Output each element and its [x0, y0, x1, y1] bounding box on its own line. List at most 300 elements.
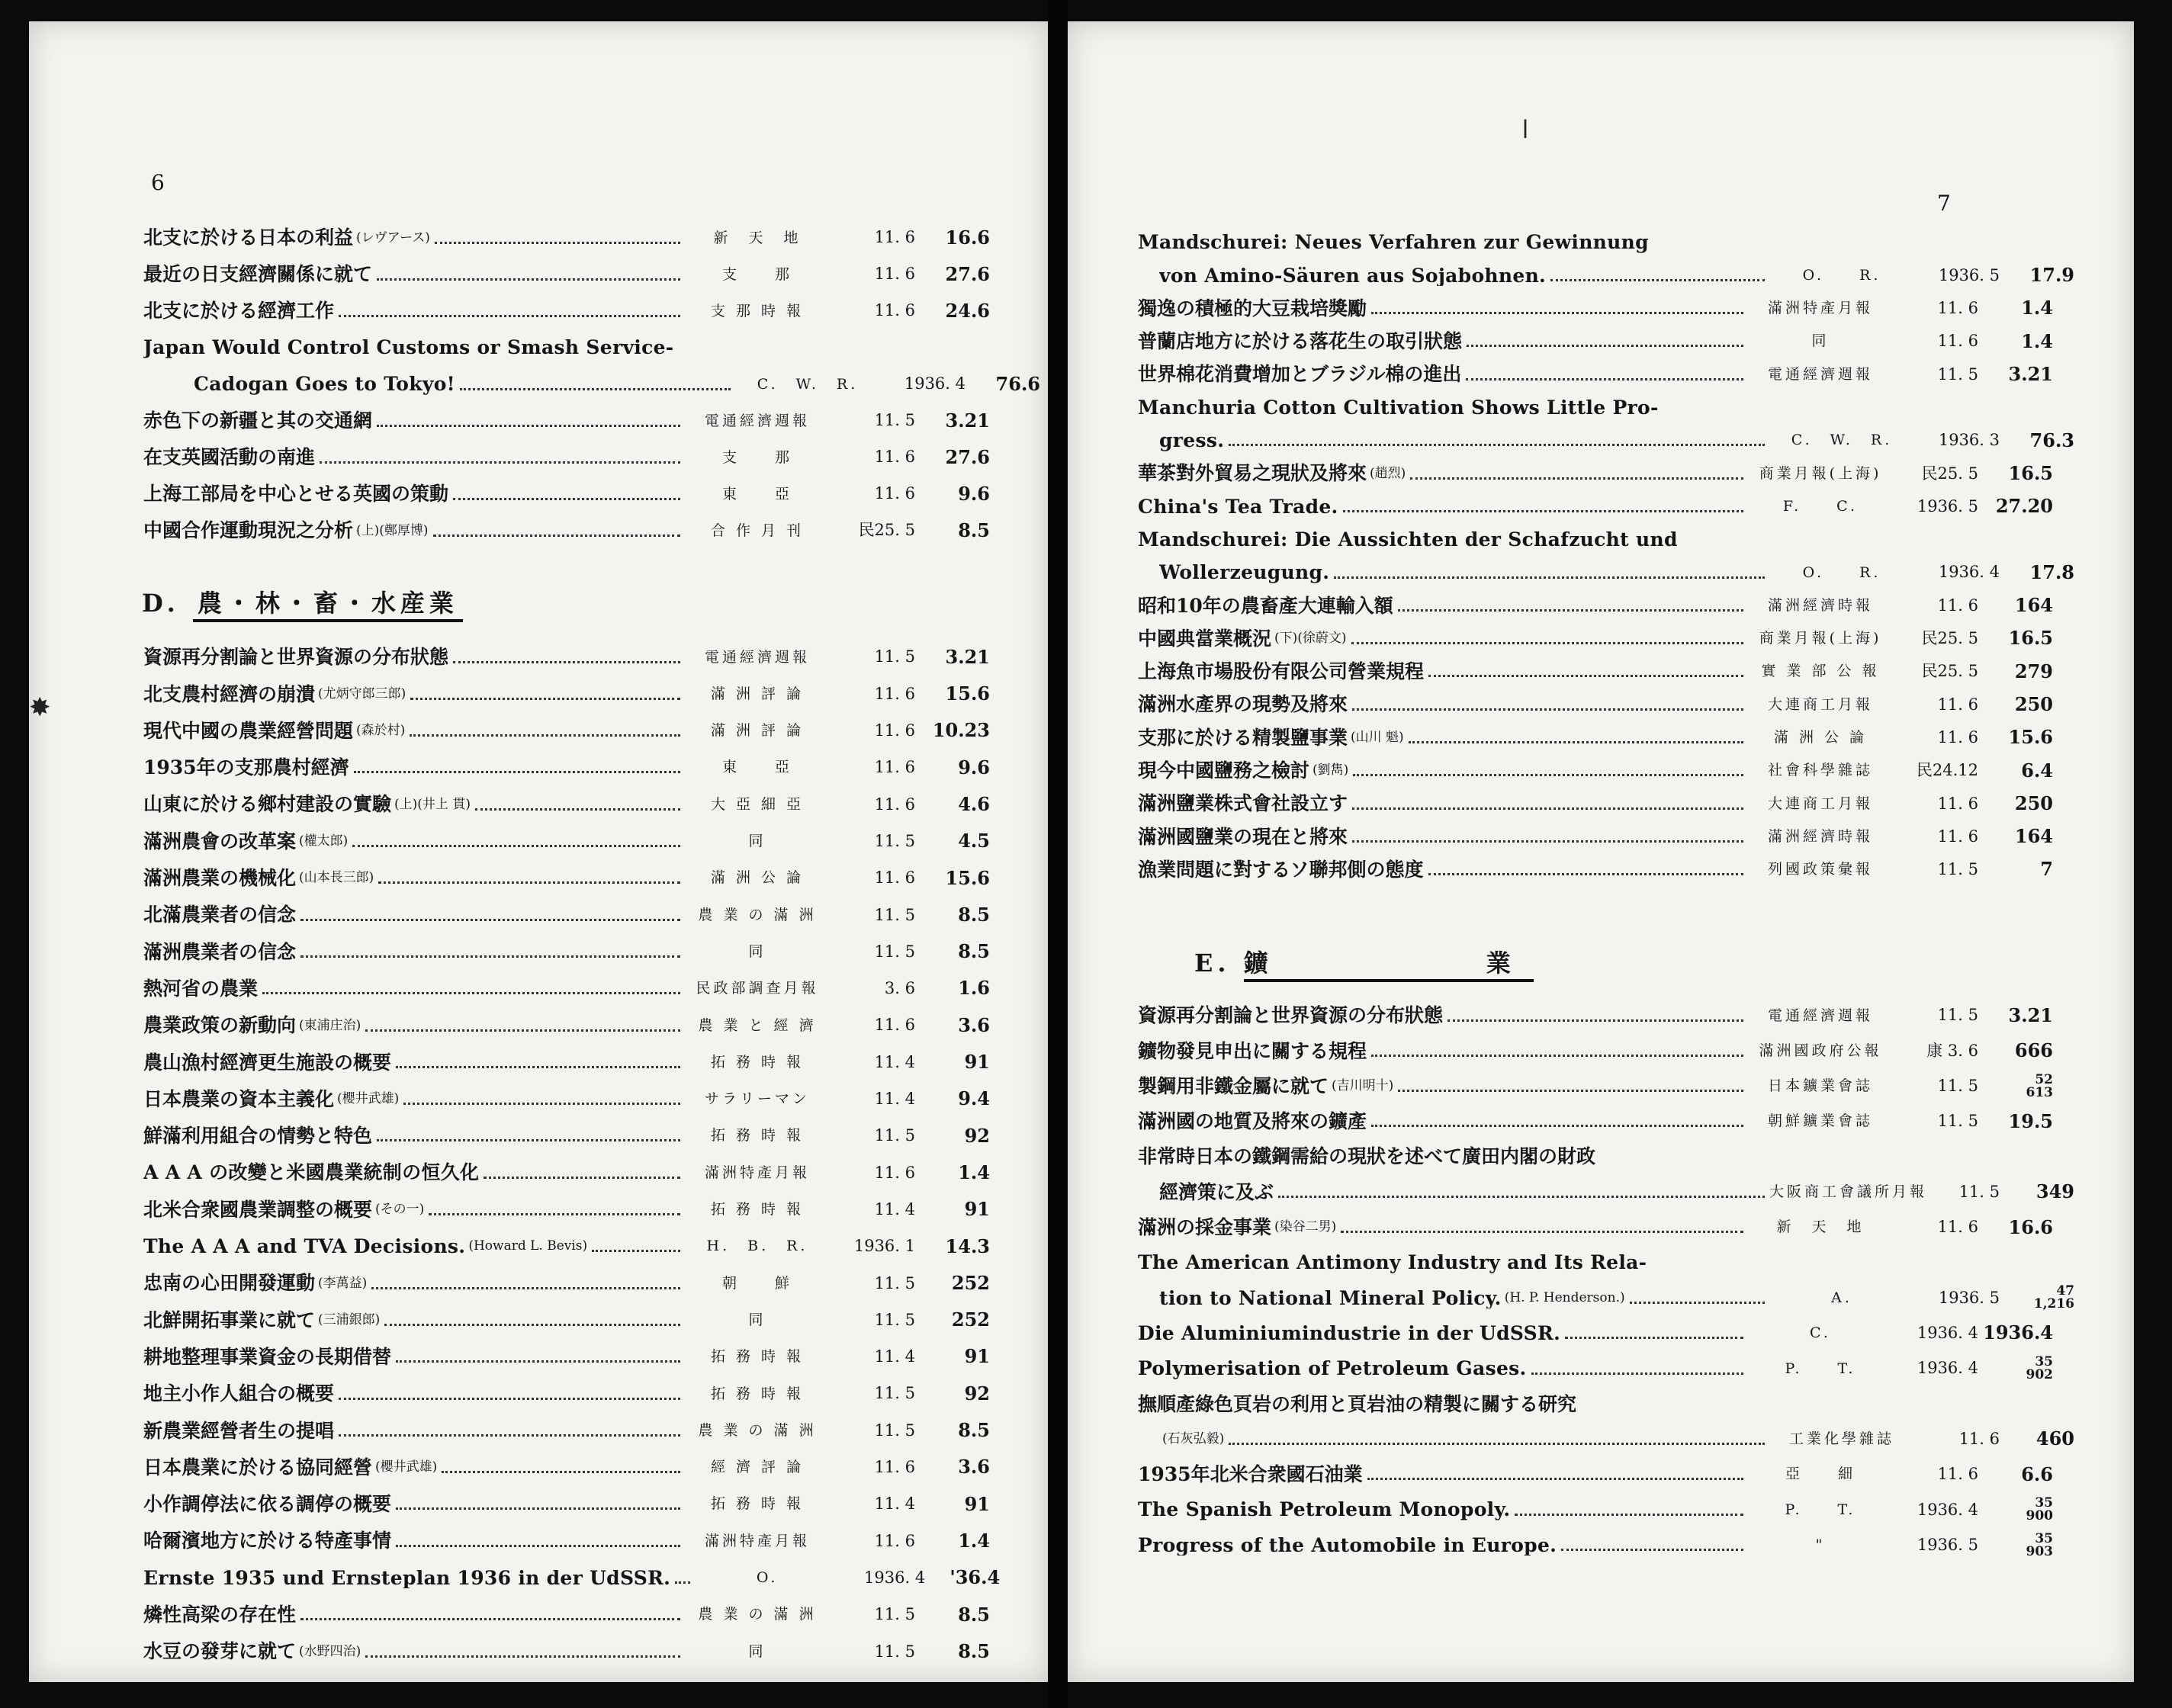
entry-title: 熱河省の農業 — [143, 978, 259, 1000]
entry-source: 農 業 の 滿 洲 — [698, 906, 817, 923]
entry-title: 水豆の發芽に就て — [143, 1641, 297, 1662]
entry-author: (吉川明十) — [1332, 1078, 1394, 1094]
index-entry — [143, 862, 990, 895]
entry-source: 農 業 と 經 濟 — [698, 1016, 817, 1034]
entry-date: 11. 6 — [874, 228, 915, 247]
leader-dots — [300, 1618, 680, 1620]
index-entry — [143, 677, 990, 711]
leader-dots — [1341, 1231, 1743, 1233]
entry-title: Ernste 1935 und Ernsteplan 1936 in der UdSSR. — [143, 1567, 671, 1589]
leader-dots — [396, 1545, 680, 1547]
entry-source: 東 亞 — [721, 485, 792, 502]
entry-date: 11. 6 — [874, 1531, 915, 1550]
entry-source: 滿 洲 公 論 — [710, 869, 805, 887]
index-entry — [143, 331, 990, 364]
entry-date: 1936. 4 — [1917, 1500, 1978, 1519]
entry-title: 現代中國の農業經營問題 — [143, 720, 354, 742]
entry-date: 11. 5 — [874, 1273, 915, 1292]
entry-page: 92 — [964, 1382, 990, 1405]
entry-date: 民25. 5 — [1921, 629, 1978, 648]
entry-source: 同 — [1811, 332, 1830, 350]
entry-date: 11. 6 — [874, 868, 915, 888]
index-entry — [143, 640, 990, 674]
entry-date: 11. 6 — [874, 484, 915, 503]
entry-source: 朝 鮮 — [721, 1274, 792, 1292]
index-entry — [1138, 325, 2053, 358]
index-entry — [1138, 457, 2053, 490]
entry-source: 新 天 地 — [1776, 1218, 1865, 1236]
entry-title: 山東に於ける鄉村建設の實驗 — [143, 794, 392, 815]
entry-source: O. R. — [1802, 563, 1881, 581]
index-entry — [1138, 556, 2074, 589]
entry-author: (劉雋) — [1313, 762, 1349, 779]
entry-page: '36.4 — [949, 1566, 1001, 1589]
right-entries — [1068, 21, 2134, 1682]
index-entry — [143, 1377, 990, 1411]
entry-source: 滿洲經濟時報 — [1767, 596, 1873, 614]
entry-title: 赤色下の新疆と其の交通網 — [143, 410, 373, 432]
entry-author: (森於村) — [356, 723, 406, 739]
entry-page: 7 — [2040, 858, 2053, 881]
entry-title: 農山漁村經濟更生施設の概要 — [143, 1051, 392, 1074]
index-entry — [143, 1562, 1001, 1595]
entry-date: 11. 6 — [1937, 299, 1978, 318]
entry-source: 電通經濟週報 — [704, 648, 810, 666]
entry-author: (趙烈) — [1370, 465, 1406, 481]
page-number: 6 — [151, 170, 165, 195]
index-entry — [143, 1303, 990, 1337]
entry-page: 1.4 — [958, 1529, 990, 1552]
leader-dots — [1343, 510, 1743, 512]
entry-source: 朝鮮鑛業會誌 — [1767, 1112, 1873, 1130]
entry-date: 11. 6 — [874, 1016, 915, 1035]
index-entry — [143, 1635, 990, 1668]
entry-source: 滿 洲 公 論 — [1773, 729, 1868, 746]
entry-date: 11. 5 — [874, 647, 915, 666]
entry-page: 252 — [951, 1308, 990, 1331]
entry-page: 27.6 — [945, 445, 990, 468]
leader-dots — [1428, 873, 1743, 875]
entry-date: 1936. 4 — [904, 374, 966, 393]
entry-date: 1936. 1 — [853, 1237, 915, 1256]
leader-dots — [453, 498, 680, 500]
entry-page: 9.6 — [958, 756, 990, 779]
index-entry — [143, 441, 990, 474]
entry-title: 地主小作人組合の概要 — [143, 1383, 335, 1405]
entry-source: C. — [1810, 1324, 1831, 1342]
entry-page: 4.6 — [958, 792, 990, 815]
entry-date: 11. 6 — [1937, 827, 1978, 846]
entry-title: 北鮮開拓事業に就て — [143, 1309, 316, 1331]
entry-date: 11. 5 — [874, 905, 915, 924]
entry-page: 10.23 — [932, 719, 990, 742]
entry-date: 11. 6 — [874, 265, 915, 284]
entry-title: 日本農業に於ける協同經營 — [143, 1456, 373, 1478]
entry-date: 11. 6 — [1937, 1465, 1978, 1484]
entry-page: 16.5 — [2008, 461, 2053, 484]
leader-dots — [365, 1655, 680, 1658]
entry-date: 1936. 5 — [1938, 1288, 2000, 1307]
entry-page-part: 35 — [2035, 1354, 2053, 1369]
index-entry — [1138, 391, 2053, 425]
left-page — [29, 21, 1048, 1682]
index-entry — [1138, 424, 2074, 458]
entry-title: 滿洲國の地質及將來の鑛產 — [1138, 1111, 1367, 1132]
index-entry — [143, 788, 990, 821]
index-entry — [1138, 1387, 2053, 1421]
entry-page — [1978, 1071, 2053, 1100]
entry-source: 日本鑛業會誌 — [1767, 1077, 1873, 1095]
entry-page — [1978, 1356, 2053, 1382]
leader-dots — [378, 881, 680, 884]
leader-dots — [1428, 675, 1743, 677]
entry-date: 3. 6 — [884, 979, 915, 998]
entry-source: C. W. R. — [1791, 432, 1893, 449]
index-entry — [1138, 622, 2053, 656]
index-entry — [1138, 1423, 2074, 1456]
entry-date: 11. 5 — [1937, 1006, 1978, 1025]
entry-date: 11. 6 — [874, 1458, 915, 1477]
index-entry — [1138, 999, 2053, 1032]
leader-dots — [442, 1471, 680, 1473]
leader-dots — [410, 734, 680, 737]
entry-page-part: 35 — [2035, 1495, 2053, 1511]
entry-source: P. T. — [1785, 1501, 1856, 1518]
entry-source: 滿洲經濟時報 — [1767, 827, 1873, 845]
section-title: 農・林・畜・水産業 — [193, 589, 463, 622]
index-entry — [1138, 1281, 2074, 1315]
leader-dots — [384, 1324, 680, 1326]
entry-date: 康 3. 6 — [1926, 1041, 1978, 1060]
leader-dots — [262, 992, 680, 994]
entry-page-part: 613 — [2026, 1084, 2053, 1100]
leader-dots — [475, 808, 680, 811]
entry-title: 經濟策に及ぶ — [1159, 1181, 1274, 1203]
entry-source: 列國政策彙報 — [1767, 861, 1873, 878]
entry-page: 349 — [2035, 1180, 2074, 1203]
leader-dots — [1352, 807, 1743, 810]
page-number: 7 — [1937, 191, 1951, 216]
index-entry — [143, 1230, 990, 1263]
entry-date: 1936. 5 — [1917, 1535, 1978, 1554]
entry-source: 合 作 月 刊 — [710, 522, 805, 539]
entry-source: 經 濟 評 論 — [710, 1459, 805, 1476]
index-entry — [1138, 226, 2053, 259]
index-entry — [1138, 754, 2053, 788]
leader-dots — [433, 535, 680, 537]
entry-date: 1936. 4 — [1938, 563, 2000, 582]
entry-page: 15.6 — [945, 682, 990, 705]
margin-tick-icon: ǀ — [1521, 114, 1530, 145]
margin-blot-icon: ✸ — [29, 692, 51, 723]
entry-title: 滿洲鹽業株式會社設立す — [1138, 793, 1348, 814]
entry-page: 1.4 — [2021, 297, 2053, 319]
index-entry — [1138, 1105, 2053, 1138]
entry-page: 76.3 — [2029, 429, 2074, 451]
entry-page: 14.3 — [945, 1234, 990, 1257]
entry-page: 3.21 — [2008, 1003, 2053, 1026]
entry-title: 新農業經營者生の提唱 — [143, 1420, 335, 1442]
entry-source: 拓 務 時 報 — [710, 1495, 805, 1513]
entry-page: 16.6 — [2008, 1215, 2053, 1238]
entry-title: Cadogan Goes to Tokyo! — [194, 374, 455, 395]
entry-date: 11. 6 — [874, 758, 915, 777]
leader-dots — [377, 1139, 680, 1141]
entry-author: (レヴアース) — [356, 230, 430, 246]
entry-source: 滿 洲 評 論 — [710, 722, 805, 740]
index-entry — [143, 1451, 990, 1485]
entry-date: 11. 5 — [874, 1605, 915, 1624]
entry-date: 11. 6 — [1937, 1218, 1978, 1237]
entry-date: 11. 6 — [874, 1163, 915, 1182]
leader-dots — [1353, 774, 1743, 776]
leader-dots — [460, 388, 731, 390]
entry-title: 滿洲水產界の現勢及將來 — [1138, 694, 1348, 715]
entry-page: 1.6 — [958, 977, 990, 1000]
entry-page — [1978, 1497, 2053, 1523]
entry-author: (上)(鄭厚博) — [356, 522, 429, 538]
entry-source: 農 業 の 滿 洲 — [698, 1606, 817, 1623]
entry-page: 250 — [2014, 791, 2053, 814]
entry-date: 11. 6 — [1937, 332, 1978, 351]
leader-dots — [1352, 708, 1743, 711]
entry-title: 哈爾濱地方に於ける特產事情 — [143, 1530, 392, 1552]
entry-date: 11. 5 — [874, 1642, 915, 1661]
entry-title: tion to National Mineral Policy. — [1159, 1287, 1502, 1309]
index-entry — [1138, 523, 2053, 557]
entry-source: P. T. — [1785, 1360, 1856, 1377]
entry-date: 民24.12 — [1916, 761, 1978, 780]
leader-dots — [1398, 609, 1743, 612]
entry-title: The Spanish Petroleum Monopoly. — [1138, 1499, 1511, 1520]
entry-title: Wollerzeugung. — [1159, 562, 1330, 583]
entry-date: 民25. 5 — [1921, 662, 1978, 681]
section-letter: E. — [1194, 949, 1231, 978]
entry-page — [1978, 1530, 2053, 1559]
leader-dots — [339, 1434, 680, 1437]
entry-title: 世界棉花消費增加とブラジル棉の進出 — [1138, 364, 1462, 385]
entry-page: 91 — [964, 1198, 990, 1221]
entry-title: 上海魚市場股份有限公司營業規程 — [1138, 661, 1425, 682]
entry-title: A A A の改變と米國農業統制の恒久化 — [143, 1162, 480, 1183]
entry-date: 1936. 4 — [1917, 1359, 1978, 1378]
entry-source: 支 那 時 報 — [710, 302, 805, 319]
entry-author: (石灰弘毅) — [1162, 1431, 1225, 1447]
entry-source: 拓 務 時 報 — [710, 1053, 805, 1071]
entry-date: 民25. 5 — [1921, 464, 1978, 483]
entry-source: 支 那 — [721, 265, 792, 283]
entry-author: (その一) — [375, 1202, 425, 1218]
index-entry — [1138, 1458, 2053, 1491]
entry-page: 666 — [2014, 1039, 2053, 1062]
entry-author: (櫻井武雄) — [375, 1459, 438, 1475]
entry-date: 民25. 5 — [858, 521, 915, 540]
entry-source: 大連商工月報 — [1767, 795, 1873, 812]
entry-date: 11. 5 — [1937, 1112, 1978, 1131]
entry-title: Manchuria Cotton Cultivation Shows Little Pro- — [1138, 396, 1659, 419]
entry-date: 1936. 5 — [1938, 265, 2000, 284]
entry-source: 電通經濟週報 — [1767, 365, 1873, 383]
entry-author: (上)(井上 貫) — [394, 796, 471, 812]
entry-source: 拓 務 時 報 — [710, 1201, 805, 1218]
leader-dots — [1334, 576, 1765, 579]
entry-source: 拓 務 時 報 — [710, 1127, 805, 1145]
entry-date: 11. 6 — [1937, 794, 1978, 813]
entry-title: China's Tea Trade. — [1138, 496, 1338, 518]
index-entry — [1138, 655, 2053, 689]
leader-dots — [1561, 1549, 1743, 1551]
leader-dots — [1367, 1478, 1743, 1480]
entry-page-part: 35 — [2035, 1530, 2053, 1546]
index-entry — [143, 751, 990, 785]
entry-source: 同 — [748, 1642, 766, 1660]
entry-title: von Amino-Säuren aus Sojabohnen. — [1159, 265, 1547, 287]
entry-date: 11. 6 — [874, 684, 915, 703]
leader-dots — [1352, 840, 1743, 843]
index-entry — [1138, 589, 2053, 622]
leader-dots — [1630, 1302, 1765, 1304]
entry-page: 6.6 — [2021, 1462, 2053, 1485]
entry-date: 1936. 4 — [864, 1568, 926, 1587]
index-entry — [143, 221, 990, 255]
entry-source: 商業月報(上海) — [1759, 630, 1882, 647]
entry-source: 社會科學雜誌 — [1767, 762, 1873, 779]
entry-source: 商業月報(上海) — [1759, 464, 1882, 482]
entry-title: 中國合作運動現況之分析 — [143, 520, 354, 541]
entry-source: 電通經濟週報 — [1767, 1006, 1873, 1024]
entry-date: 11. 4 — [874, 1052, 915, 1071]
entry-date: 11. 5 — [874, 411, 915, 430]
index-entry — [143, 714, 990, 748]
leader-dots — [1398, 1090, 1743, 1092]
entry-title: 北支に於ける日本の利益 — [143, 227, 354, 249]
entry-page: 91 — [964, 1051, 990, 1074]
section-title — [1244, 944, 1534, 982]
entry-title: 昭和10年の農畜產大連輸入額 — [1138, 595, 1393, 617]
entry-source: C. W. R. — [757, 375, 859, 393]
leader-dots — [1278, 1196, 1765, 1198]
entry-title: 中國典當業概況 — [1138, 628, 1272, 650]
leader-dots — [300, 955, 680, 958]
entry-page: 16.5 — [2008, 627, 2053, 650]
leader-dots — [1515, 1514, 1743, 1516]
entry-page-part: 1,216 — [2033, 1296, 2074, 1312]
entry-title: 資源再分割論と世界資源の分布狀態 — [143, 647, 449, 668]
entry-author: (山本長三郎) — [299, 870, 374, 886]
entry-title: 農業政策の新動向 — [143, 1015, 297, 1036]
entry-title: Mandschurei: Die Aussichten der Schafzucht und — [1138, 528, 1678, 551]
entry-date: 11. 5 — [874, 1421, 915, 1440]
entry-author: (李萬益) — [318, 1275, 368, 1291]
entry-title: 北支農村經濟の崩潰 — [143, 683, 316, 705]
entry-page: 252 — [951, 1271, 990, 1294]
entry-title: 普蘭店地方に於ける落花生の取引狀態 — [1138, 331, 1463, 352]
entry-title: 獨逸の積極的大豆栽培獎勵 — [1138, 297, 1367, 319]
entry-title: 北滿農業者の信念 — [143, 904, 297, 926]
index-entry — [143, 1119, 990, 1153]
index-entry — [1138, 1529, 2053, 1562]
entry-date: 11. 4 — [874, 1494, 915, 1514]
entry-title: The A A A and TVA Decisions. — [143, 1236, 466, 1257]
entry-page: 15.6 — [2008, 726, 2053, 749]
entry-title: 滿洲農會の改革案 — [143, 830, 297, 852]
index-entry — [143, 1267, 990, 1300]
entry-date: 11. 6 — [1937, 695, 1978, 714]
entry-date: 11. 5 — [1937, 860, 1978, 879]
entry-title: 上海工部局を中心とせる英國の策動 — [143, 483, 449, 505]
entry-page: 3.6 — [958, 1013, 990, 1036]
entry-page: 4.5 — [958, 830, 990, 852]
leader-dots — [675, 1581, 690, 1584]
entry-title: 非常時日本の鐵鋼需給の現狀を述べて廣田内閣の財政 — [1138, 1146, 1596, 1167]
leader-dots — [377, 425, 680, 427]
entry-date: 11. 6 — [874, 795, 915, 814]
index-entry — [1138, 258, 2074, 292]
leader-dots — [396, 1066, 680, 1068]
entry-source: 拓 務 時 報 — [710, 1348, 805, 1366]
entry-source: 電通經濟週報 — [704, 412, 810, 429]
leader-dots — [1351, 642, 1743, 644]
entry-page: 8.5 — [958, 1603, 990, 1626]
leader-dots — [320, 461, 680, 464]
index-entry — [143, 1598, 990, 1632]
entry-author: (Howard L. Bevis) — [468, 1238, 588, 1254]
entry-page: 8.5 — [958, 1639, 990, 1662]
entry-date: 11. 6 — [874, 448, 915, 467]
section-title-b: 業 — [1486, 949, 1515, 978]
entry-source: 滿洲特產月報 — [704, 1532, 810, 1549]
entry-title: Die Aluminiumindustrie in der UdSSR. — [1138, 1322, 1561, 1344]
index-entry — [143, 1488, 990, 1521]
entry-title: Japan Would Control Customs or Smash Service- — [143, 337, 674, 358]
book-gutter — [1048, 0, 1068, 1708]
index-entry — [1138, 1034, 2053, 1068]
index-entry — [1138, 853, 2053, 887]
entry-source: 大 亞 細 亞 — [710, 795, 805, 813]
index-entry — [143, 935, 990, 968]
leader-dots — [377, 278, 680, 281]
entry-title: 支那に於ける精製鹽事業 — [1138, 727, 1348, 749]
entry-page: 250 — [2014, 692, 2053, 715]
entry-source: 大阪商工會議所月報 — [1769, 1183, 1928, 1201]
entry-source: H. B. R. — [706, 1238, 808, 1255]
index-entry — [143, 258, 990, 291]
entry-date: 11. 6 — [1937, 596, 1978, 615]
right-page — [1068, 21, 2134, 1682]
entry-page: 3.21 — [2008, 362, 2053, 385]
entry-title: 日本農業の資本主義化 — [143, 1088, 335, 1110]
section-letter: D. — [142, 589, 180, 618]
entry-page: 3.21 — [945, 645, 990, 668]
index-entry — [143, 1156, 990, 1190]
entry-source: 民政部調查月報 — [696, 980, 819, 997]
entry-title: Progress of the Automobile in Europe. — [1138, 1534, 1557, 1556]
entry-date: 11. 6 — [874, 301, 915, 320]
index-entry — [1138, 721, 2053, 755]
index-entry — [143, 1524, 990, 1558]
entry-date: 1936. 4 — [1917, 1324, 1978, 1343]
index-entry — [143, 368, 1040, 401]
entry-date: 11. 5 — [1937, 364, 1978, 384]
entry-title: 製鋼用非鐵金屬に就て — [1138, 1075, 1329, 1097]
entry-page: 8.5 — [958, 940, 990, 963]
entry-page: 1.4 — [2021, 329, 2053, 352]
entry-page: 76.6 — [995, 372, 1040, 395]
leader-dots — [1371, 312, 1743, 314]
leader-dots — [396, 1360, 680, 1363]
entry-title: 滿洲農業者の信念 — [143, 941, 297, 963]
section-title-a: 鑛 — [1243, 949, 1273, 978]
